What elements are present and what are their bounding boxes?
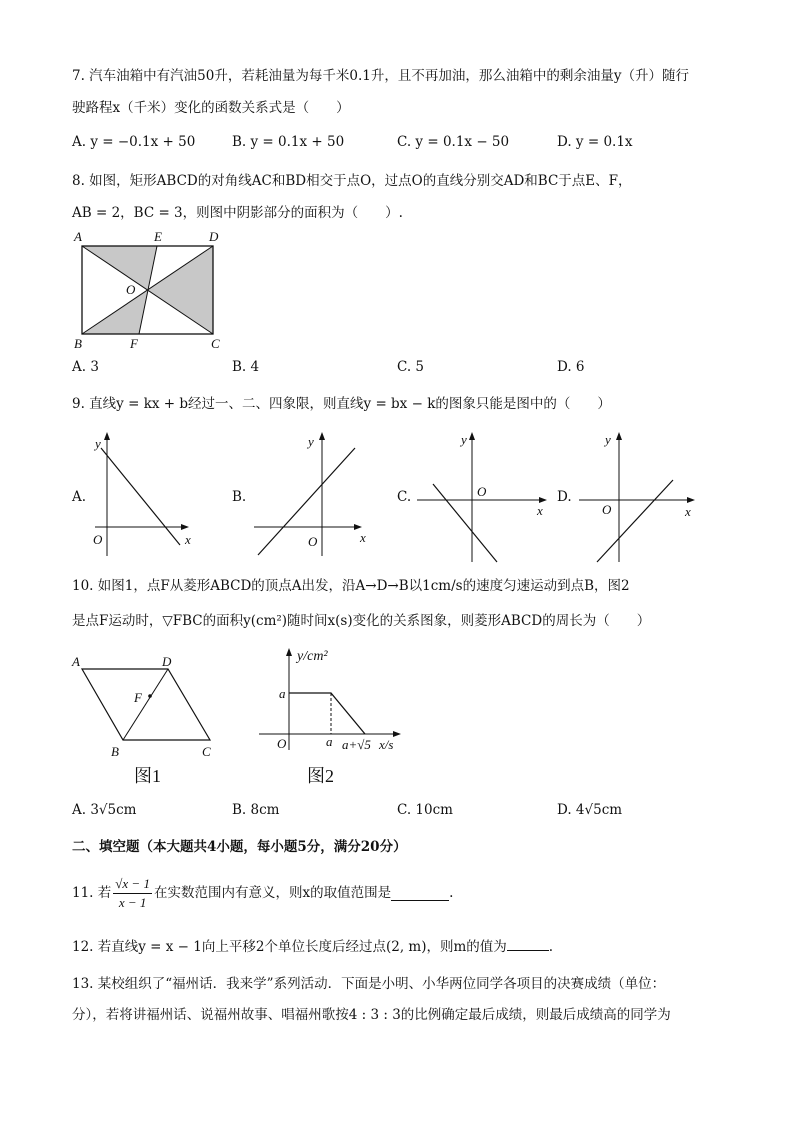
label-e: E <box>154 229 162 244</box>
q7-line1: 7. 汽车油箱中有汽油50升，若耗油量为每千米0.1升，且不再加油，那么油箱中的剩余油量y（升）随行 <box>72 68 689 84</box>
svg-text:O: O <box>477 484 487 499</box>
q8-line2: AB = 2，BC = 3，则图中阴影部分的面积为（ ）. <box>72 205 403 221</box>
q12: 12. 若直线y = x − 1向上平移2个单位长度后经过点(2, m)，则m的值为 . <box>72 936 553 956</box>
q10-figure2-graph <box>255 640 420 790</box>
label-f: F <box>130 336 138 351</box>
q8-option-c: C. 5 <box>397 359 425 375</box>
svg-text:O: O <box>277 736 287 751</box>
q9-option-b: B. <box>232 489 247 505</box>
q12-answer-blank <box>507 936 549 951</box>
fig1-caption: 图1 <box>134 766 161 786</box>
q8-line1: 8. 如图，矩形ABCD的对角线AC和BD相交于点O，过点O的直线分别交AD和BC于点E、F， <box>72 173 632 189</box>
svg-text:B: B <box>111 744 119 759</box>
svg-text:O: O <box>602 502 612 517</box>
label-c: C <box>211 336 220 351</box>
label-a: A <box>74 229 82 244</box>
svg-text:a: a <box>326 734 333 749</box>
label-b: B <box>74 336 82 351</box>
svg-text:y: y <box>308 434 314 449</box>
svg-text:x/s: x/s <box>379 737 394 752</box>
q10-option-d: D. 4√5cm <box>557 802 623 818</box>
svg-text:a+√5: a+√5 <box>342 737 371 752</box>
svg-text:O: O <box>93 532 103 547</box>
q13-line1: 13. 某校组织了“福州话．我来学”系列活动．下面是小明、小华两位同学各项目的决赛成绩（单位： <box>72 976 666 992</box>
q9-text: 9. 直线y = kx + b经过一、二、四象限，则直线y = bx − k的图象只能是图中的（ ） <box>72 396 611 412</box>
q9-graph-b <box>250 430 375 560</box>
q9-graph-d <box>575 430 700 565</box>
q7-option-a: A. y = −0.1x + 50 <box>72 134 196 150</box>
q11-fraction: $\frac{√x - 1}{x - 1}$ <box>115 875 150 910</box>
svg-text:x: x <box>185 532 191 547</box>
svg-text:y: y <box>605 432 611 447</box>
q7-option-c: C. y = 0.1x − 50 <box>397 134 510 150</box>
q8-option-b: B. 4 <box>232 359 260 375</box>
q10-option-c: C. 10cm <box>397 802 453 818</box>
q9-option-c: C. <box>397 489 412 505</box>
q10-option-b: B. 8cm <box>232 802 280 818</box>
svg-text:y/cm²: y/cm² <box>297 649 328 664</box>
q9-graph-a <box>85 430 195 560</box>
q7-line2: 驶路程x（千米）变化的函数关系式是（ ） <box>72 100 350 116</box>
label-o: O <box>126 282 136 297</box>
svg-text:y: y <box>95 436 101 451</box>
q7-option-b: B. y = 0.1x + 50 <box>232 134 345 150</box>
q9-option-d: D. <box>557 489 572 505</box>
svg-text:C: C <box>202 744 211 759</box>
svg-text:D: D <box>162 654 172 669</box>
q8-option-a: A. 3 <box>72 359 99 375</box>
q7-option-d: D. y = 0.1x <box>557 134 633 150</box>
section2-heading: 二、填空题（本大题共4小题，每小题5分，满分20分） <box>72 839 407 855</box>
fig2-caption: 图2 <box>307 766 334 786</box>
q10-option-a: A. 3√5cm <box>72 802 137 818</box>
q11-answer-blank <box>391 886 449 901</box>
shade-top <box>82 246 157 290</box>
svg-text:x: x <box>360 530 366 545</box>
q10-line2: 是点F运动时，▽FBC的面积y(cm²)随时间x(s)变化的关系图象，则菱形ABCD的周长为（ ） <box>72 613 651 629</box>
q8-rectangle-figure <box>70 226 230 351</box>
label-d: D <box>209 229 219 244</box>
q11: 11. 若 $\frac{√x - 1}{x - 1}$ 在实数范围内有意义，则x的取值范围是 . <box>72 875 454 910</box>
svg-text:y: y <box>461 432 467 447</box>
shade-right <box>148 246 213 334</box>
svg-text:F: F <box>134 690 142 705</box>
svg-text:x: x <box>685 504 691 519</box>
svg-text:A: A <box>72 654 80 669</box>
q10-figure1-rhombus <box>68 650 228 790</box>
q9-graph-c <box>415 430 555 565</box>
q9-option-a: A. <box>72 489 87 505</box>
q13-line2: 分），若将讲福州话、说福州故事、唱福州歌按4 : 3 : 3的比例确定最后成绩，则最后成绩高的同学为 <box>72 1007 671 1023</box>
svg-text:x: x <box>537 503 543 518</box>
svg-text:O: O <box>308 534 318 549</box>
svg-text:a: a <box>279 686 286 701</box>
q8-option-d: D. 6 <box>557 359 585 375</box>
q10-line1: 10. 如图1，点F从菱形ABCD的顶点A出发，沿A→D→B以1cm/s的速度匀速运动到点B，图2 <box>72 578 630 594</box>
